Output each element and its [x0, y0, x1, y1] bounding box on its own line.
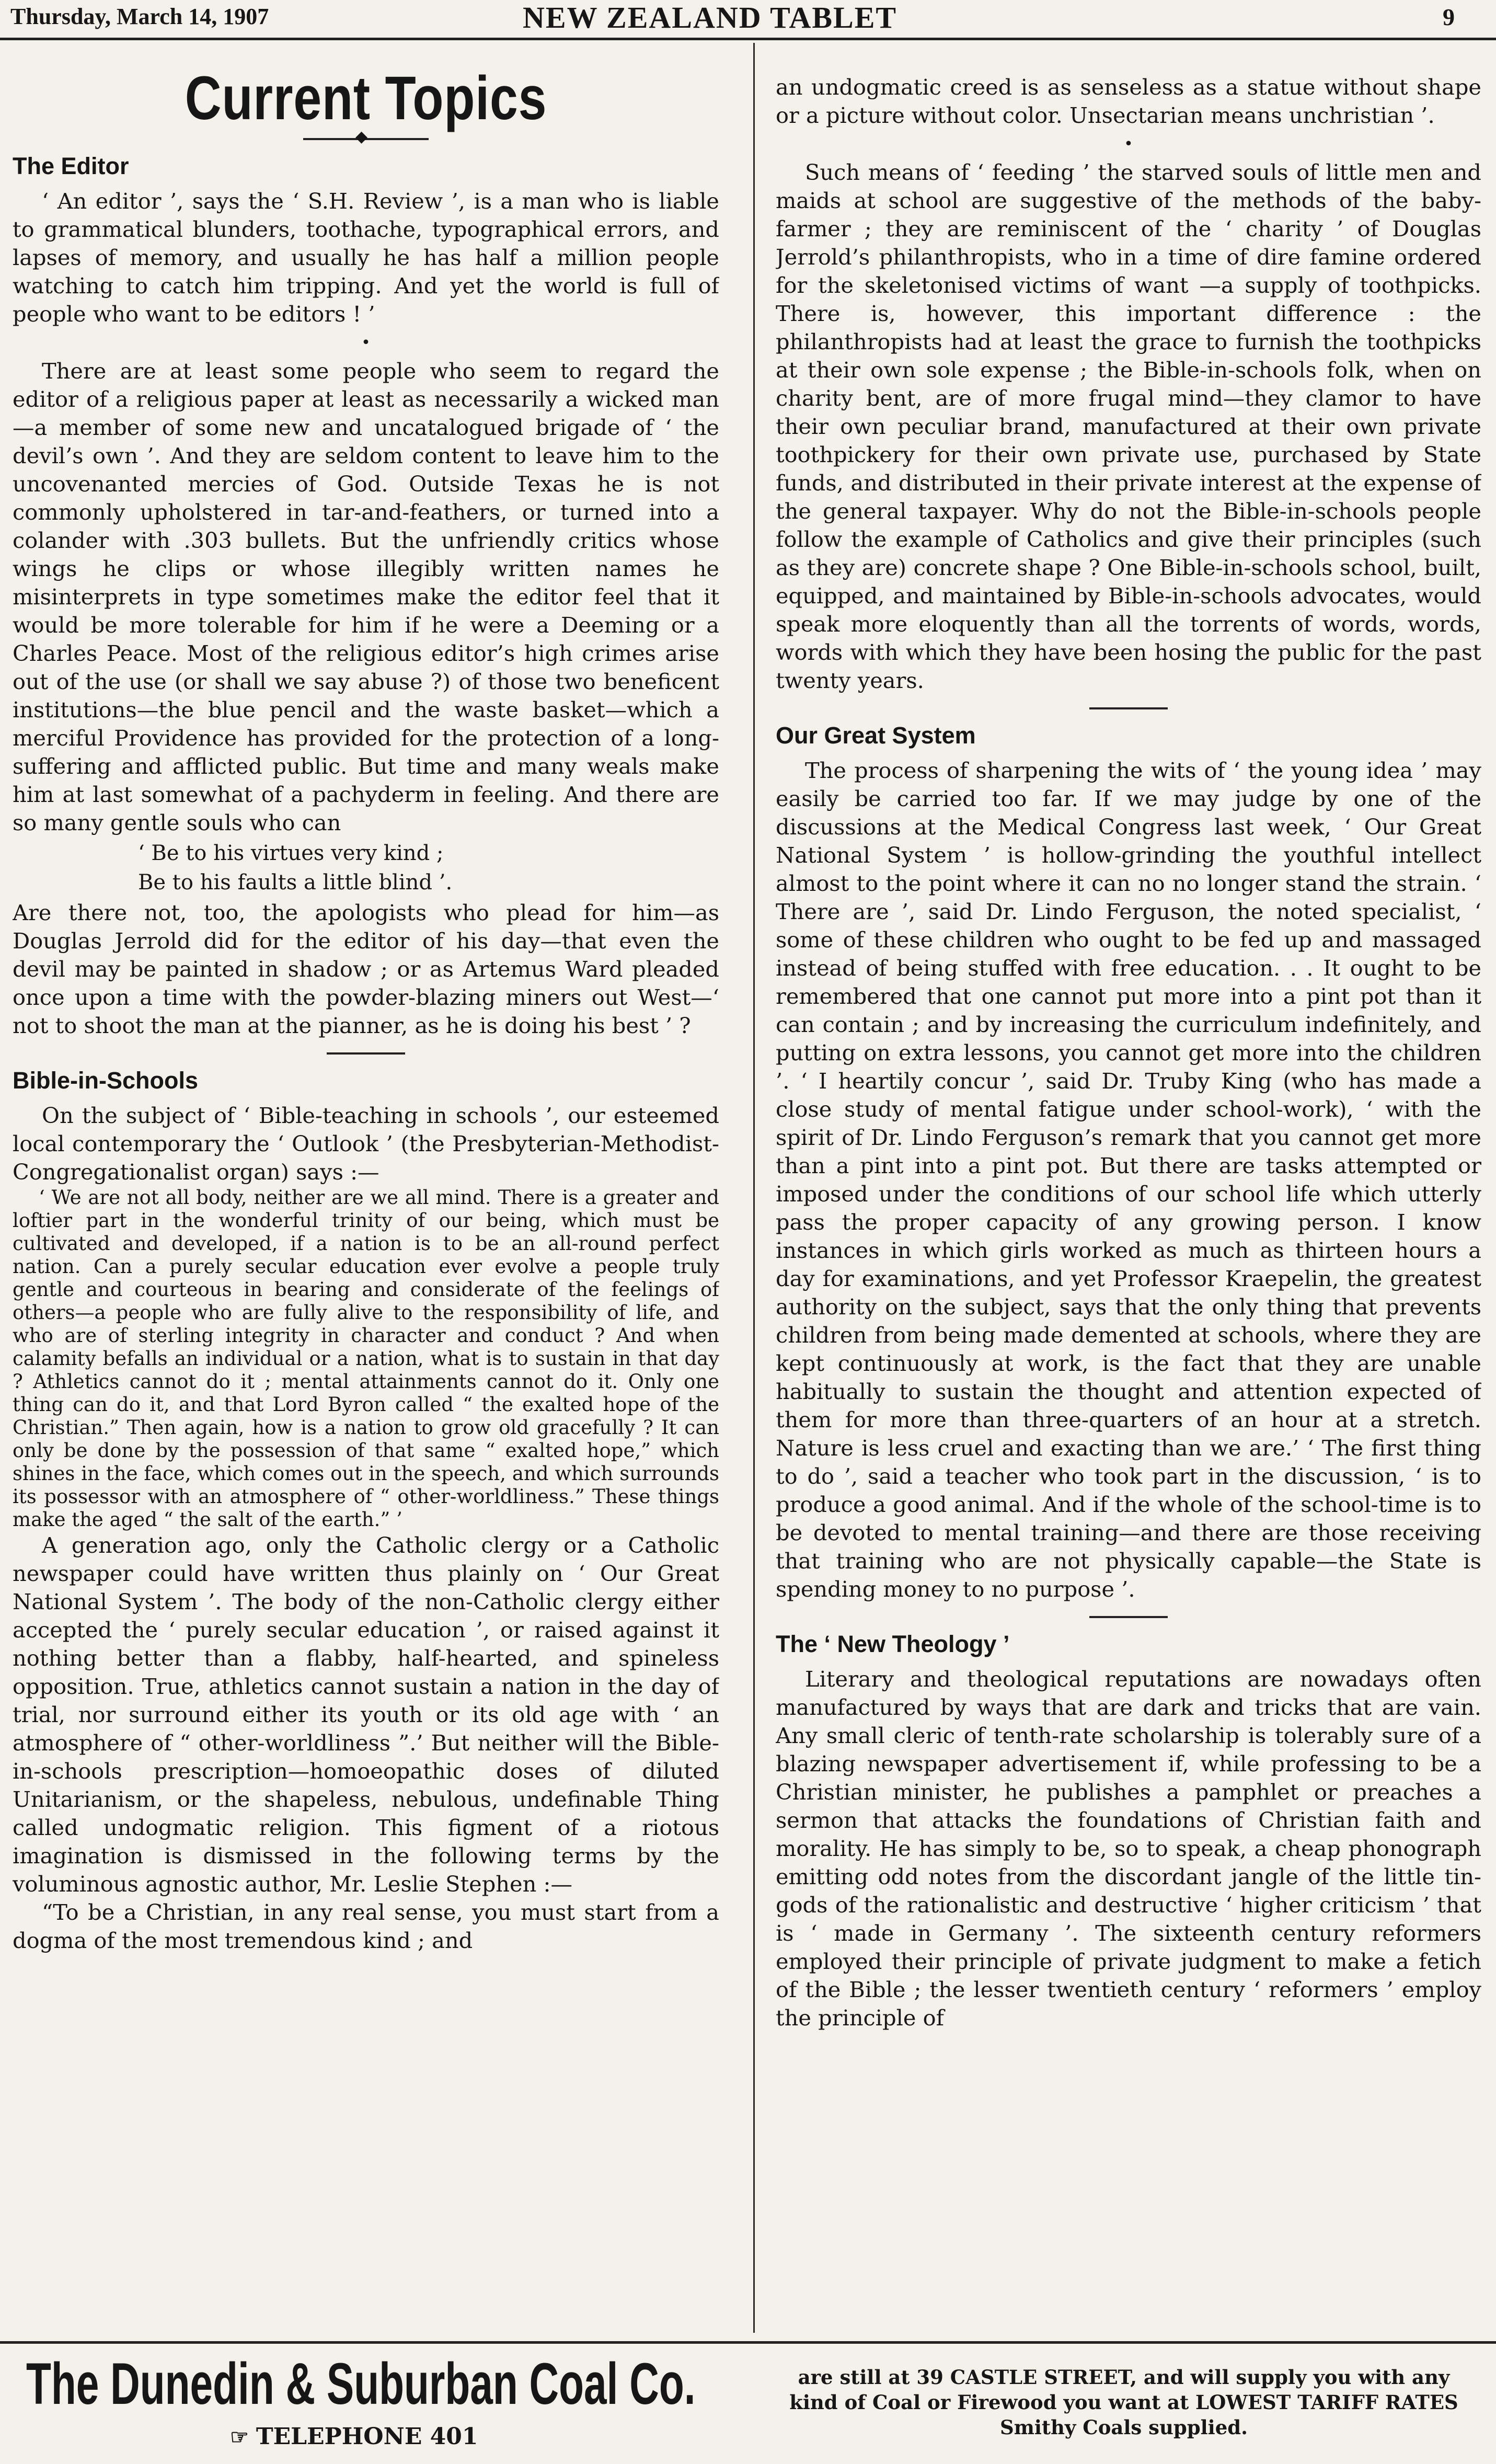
advertisement-footer [0, 2341, 1496, 2464]
telephone-line [230, 2423, 478, 2450]
verse-line-2: Be to his faults a little blind ’. [138, 870, 453, 895]
advert-address: are still at 39 CASTLE STREET, and will supply you with any kind of Coal or Firewood you want at LOWEST TARIFF RATES Smithy Coals supplied. [789, 2366, 1458, 2439]
section-banner: Current Topics [185, 64, 547, 133]
right-column [776, 73, 1481, 2363]
bible-paragraph-2: A generation ago, only the Catholic clergy or a Catholic newspaper could have written thus plainly on ‘ Our Great National System ’. The body of the non-Catholic clergy either accepted the ‘ purely secular education ’, or raised against it nothing better than a flabby, half-hearted, and spineless opposition. True, athletics cannot sustain a nation in the day of trial, nor surround either its youth or its old age with ‘ an atmosphere of “ other-worldliness ”.’ But neither will the Bible-in-schools prescription—homoeopathic doses of diluted Unitarianism, or the shapeless, nebulous, undefinable Thing called undogmatic religion. This figment of a riotous imagination is dismissed in the following terms by the voluminous agnostic author, Mr. Leslie Stephen :— [13, 1532, 719, 1897]
outlook-quotation: ‘ We are not all body, neither are we all mind. There is a greater and loftier part in the wonderful trinity of our being, which must be cultivated and developed, if a nation is to be an all-round perfect nation. Can a purely secular education ever evolve a people truly gentle and courteous in bearing and considerate of the feelings of others—a people who are fully alive to the responsibility of life, and who are of sterling integrity in character and conduct ? And when calamity befalls an individual or a nation, what is to sustain in that day ? Athletics cannot do it ; mental attainments cannot do it. Only one thing can do it, and that Lord Byron called “ the exalted hope of the Christian.” Then again, how is a nation to grow old gracefully ? It can only be done by the possession of that same “ exalted hope,” which shines in the face, which comes out in the speech, and which surrounds its possessor with an atmosphere of “ other-worldliness.” These things make the aged “ the salt of the earth.” ’ [13, 1186, 719, 1531]
pointing-hand-icon: ☞ [230, 2425, 249, 2449]
coal-company-name: The Dunedin & Suburban Coal Co. [26, 2351, 696, 2416]
telephone-number: TELEPHONE 401 [256, 2423, 478, 2450]
editor-heading: The Editor [13, 153, 129, 179]
star-separator: • [1124, 135, 1133, 153]
bible-paragraph-1: On the subject of ‘ Bible-teaching in schools ’, our esteemed local contemporary the ‘ Outlook ’ (the Presbyterian-Methodist-Congregationalist organ) says :— [13, 1103, 719, 1185]
editor-paragraph-2: There are at least some people who seem to regard the editor of a religious paper at least as necessarily a wicked man—a member of some new and uncatalogued brigade of ‘ the devil’s own ’. And they are seldom content to leave him to the uncovenanted mercies of God. Outside Texas he is not commonly upholstered in tar-and-feathers, or turned into a colander with .303 bullets. But the unfriendly critics whose wings he clips or whose illegibly written names he misinterprets in type sometimes make the editor feel that it would be more tolerable for him if he were a Deeming or a Charles Peace. Most of the religious editor’s high crimes arise out of the use (or shall we say abuse ?) of those two beneficent institutions—the blue pencil and the waste basket—which a merciful Providence has provided for the protection of a long-suffering and afflicted public. But time and many weals make him at last somewhat of a pachyderm in feeling. And there are so many gentle souls who can [13, 358, 719, 835]
editor-paragraph-1: ‘ An editor ’, says the ‘ S.H. Review ’, is a man who is liable to grammatical blunders, toothache, typographical errors, and lapses of memory, and usually he has half a million people watching to catch him tripping. And yet the world is full of people who want to be editors ! ’ [13, 188, 719, 327]
bible-paragraph-3: “To be a Christian, in any real sense, you must start from a dogma of the most tremendous kind ; and [13, 1899, 719, 1953]
section-rule [1089, 707, 1168, 709]
section-rule [1089, 1616, 1168, 1618]
theology-heading: The ‘ New Theology ’ [776, 1631, 1010, 1657]
ornament-divider [303, 138, 429, 140]
system-heading: Our Great System [776, 722, 976, 749]
paper-title: NEW ZEALAND TABLET [523, 1, 897, 35]
star-separator: • [361, 334, 371, 352]
section-rule [327, 1052, 405, 1055]
continued-paragraph: an undogmatic creed is as senseless as a statue without shape or a picture without color. Unsectarian means unchristian ’. [776, 74, 1481, 128]
editor-paragraph-3: Are there not, too, the apologists who plead for him—as Douglas Jerrold did for the editor of his day—that even the devil may be painted in shadow ; or as Artemus Ward pleaded once upon a time with the powder-blazing miners out West—‘ not to shoot the man at the pianner, as he is doing his best ’ ? [13, 900, 719, 1038]
issue-date: Thursday, March 14, 1907 [10, 4, 269, 29]
toothpicks-paragraph: Such means of ‘ feeding ’ the starved souls of little men and maids at school are suggestive of the methods of the baby-farmer ; they are reminiscent of the ‘ charity ’ of Douglas Jerrold’s philanthropists, who in a time of dire famine ordered for the skeletonised victims of want —a supply of toothpicks. There is, however, this important difference : the philanthropists had at least the grace to furnish the toothpicks at their own sole expense ; the Bible-in-schools folk, when on charity bent, are of more frugal mind—they clamor to have their own peculiar brand, manufactured at their own private toothpickery for their own private use, purchased by State funds, and distributed in their private interest at the expense of the general taxpayer. Why do not the Bible-in-schools people follow the example of Catholics and give their principles (such as they are) concrete shape ? One Bible-in-schools school, built, equipped, and maintained by Bible-in-schools advocates, would speak more eloquently than all the torrents of words, words, words with which they have been hosing the public for the past twenty years. [776, 159, 1481, 693]
system-paragraph: The process of sharpening the wits of ‘ the young idea ’ may easily be carried too far. If we may judge by one of the discussions at the Medical Congress last week, ‘ Our Great National System ’ is hollow-grinding the youthful intellect almost to the point where it can no no longer stand the strain. ‘ There are ’, said Dr. Lindo Ferguson, the noted specialist, ‘ some of these children who ought to be fed up and massaged instead of being stuffed with free education. . . It ought to be remembered that one cannot put more into a pint pot than it can contain ; and by increasing the curriculum indefinitely, and putting on extra lessons, you cannot get more into the children ’. ‘ I heartily concur ’, said Dr. Truby King (who has made a close study of mental fatigue under school-work), ‘ with the spirit of Dr. Lindo Ferguson’s remark that you cannot get more than a pint into a pint pot. But there are tasks attempted or imposed under the conditions of our school life which utterly pass the proper capacity of any growing person. I know instances in which girls worked as much as thirteen hours a day for examinations, and yet Professor Kraepelin, the greatest authority on the subject, says that the only thing that prevents children from being made demented at schools, where they are kept continuously at work, is the fact that they are unable habitually to sustain the thought and attention expected of them for more than three-quarters of an hour at a stretch. Nature is less cruel and exacting than we are.’ ‘ The first thing to do ’, said a teacher who took part in the discussion, ‘ is to produce a good animal. And if the whole of the school-time is to be devoted to mental training—and there are those receiving that training who are not physically capable—the State is spending money to no purpose ’. [776, 758, 1481, 1602]
left-column [13, 42, 719, 2332]
verse-line-1: ‘ Be to his virtues very kind ; [138, 841, 444, 865]
page-number: 9 [1443, 4, 1455, 30]
theology-paragraph: Literary and theological reputations are nowadays often manufactured by ways that are dark and tricks that are vain. Any small cleric of tenth-rate scholarship is tolerably sure of a blazing newspaper advertisement if, while professing to be a Christian minister, he publishes a pamphlet or preaches a sermon that attacks the foundations of Christian faith and morality. He has simply to be, so to speak, a cheap phonograph emitting odd notes from the discordant jangle of the little tin-gods of the rationalistic and destructive ‘ higher criticism ’ that is ‘ made in Germany ’. The sixteenth century reformers employed their principle of private judgment to make a fetich of the Bible ; the lesser twentieth century ‘ reformers ’ employ the principle of [776, 1666, 1481, 2031]
masthead [0, 0, 1496, 40]
bible-heading: Bible-in-Schools [13, 1067, 199, 1094]
column-divider [753, 43, 755, 2333]
